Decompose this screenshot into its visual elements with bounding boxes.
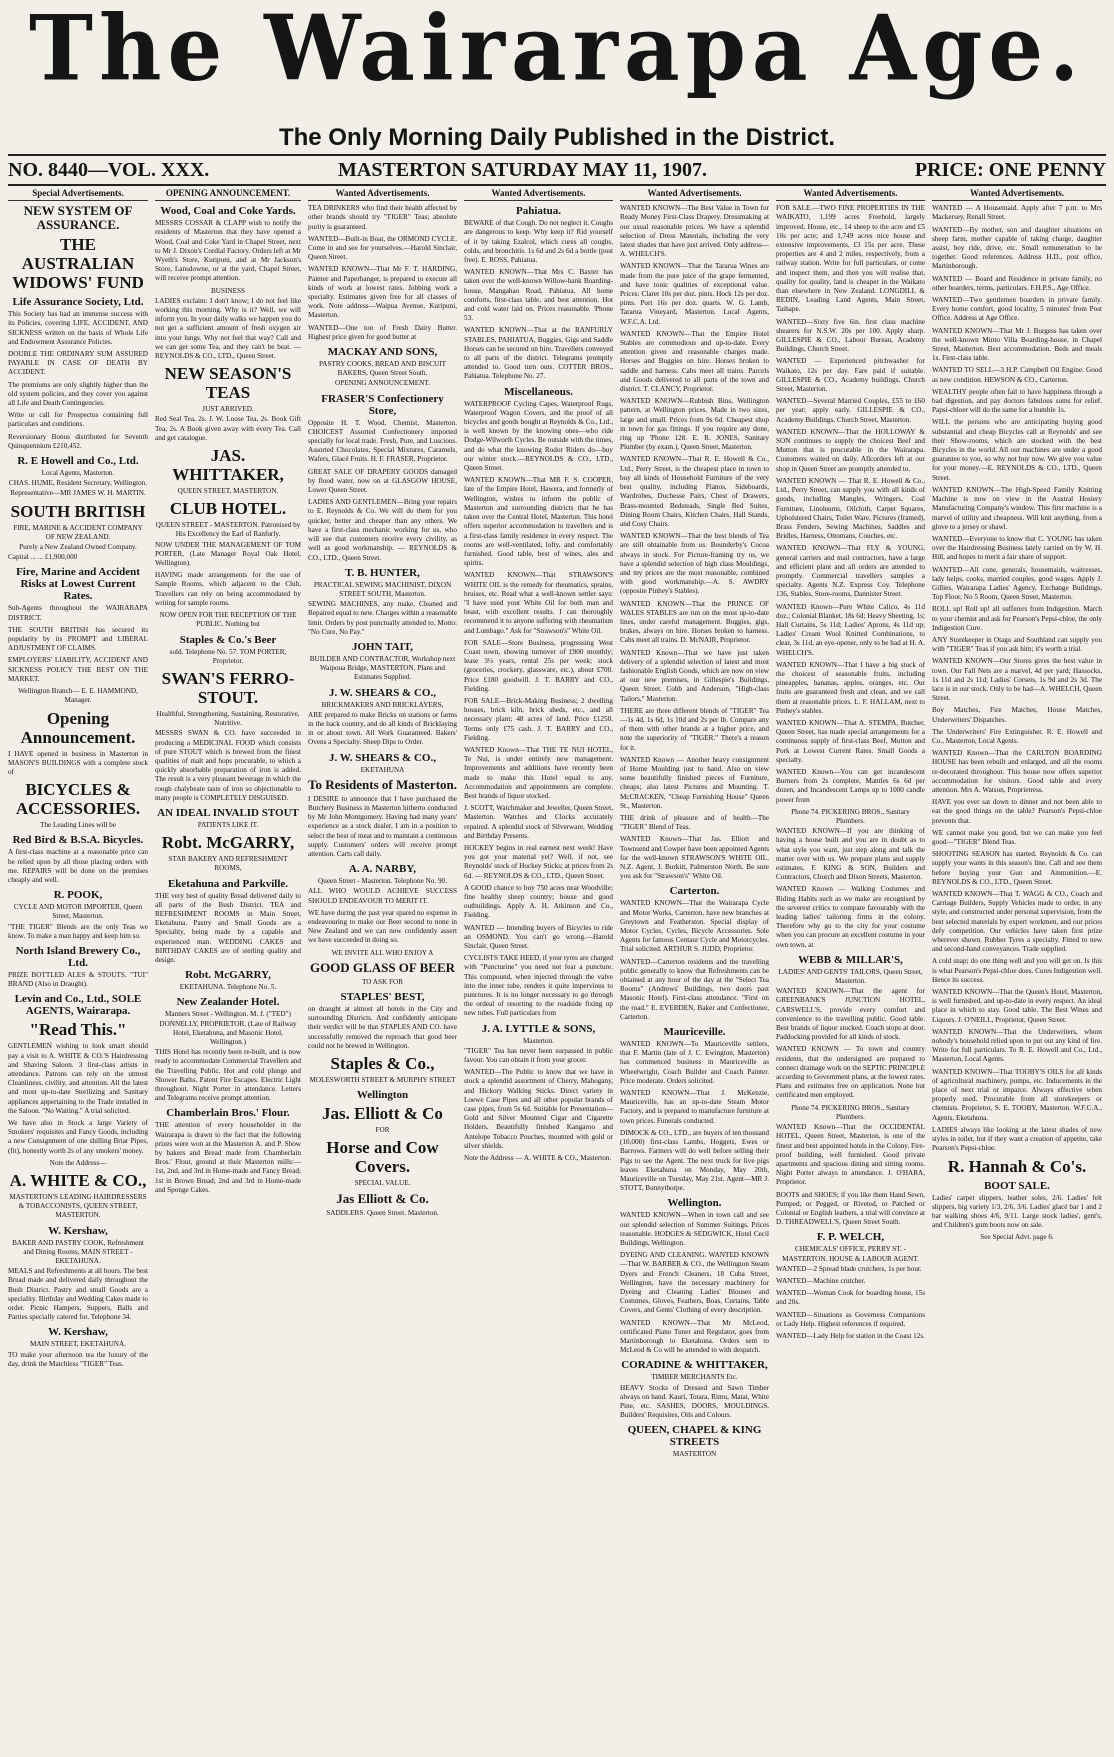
advertisement-line: EKETAHUNA [360, 765, 405, 774]
advertisement-text: HAVING made arrangements for the use of Sample Rooms, which adjacent to the Club, Travellers can rely on being accommodated by writing for sample rooms. [155, 571, 301, 607]
advertisement-text: "THE TIGER" Blends are the only Teas we know. To make a man happy and keep him so. [8, 922, 148, 940]
advertisement-text: "TIGER" Tea has never been surpassed in public favour. You can obtain it from your grocer. [464, 1046, 613, 1065]
advertisement-text: BEWARE of that Cough. Do not neglect it. Coughs are dangerous to keep. Why keep it? Rid yourself of it by taking Ezalcol, which cures all coughs, colds, and bronchitis. 1s 6d and 2s 6d a bottle (post free). E. ROSS, Pahiatua. [464, 219, 613, 265]
advertisement-text: WANTED KNOWN—When in town call and see our splendid selection of Summer Suitings. Prices reasonable. HODGES & SEDGWICK, Hotel Cecil Buildings, Wellington. [620, 1211, 769, 1247]
advertisement-line: Masterton. [523, 1036, 554, 1045]
advertisement-text: Ladies' carpet slippers, leather soles, 2/6. Ladies' felt slippers, big variety 1/3, 2/6, 3/6. Ladies' glacé bar 1 and 2 bar walking shoes 4/6, 9/11. Large stock ladies', gent's, and Children's gum boots now on sale. [932, 1193, 1102, 1230]
column-5 [620, 188, 769, 1748]
advertisement-heading: Jas Elliott & Co. [336, 1190, 429, 1206]
column-heading: Wanted Advertisements. [464, 188, 613, 201]
advertisement-heading: Miscellaneous. [504, 385, 573, 398]
advertisement-text: FOR SALE—Brick-Making Business; 2 dwelling houses, brick kiln, brick sheds, etc., and all necessary plant; 48 acres of land. Price £1250. Terms only £75 cash. J. T. BARRY and CO., Fielding. [464, 696, 613, 742]
advertisement-line: TIMBER MERCHANTS Etc. [651, 1373, 738, 1382]
column-heading: OPENING ANNOUNCEMENT. [155, 188, 301, 201]
advertisement-line: EKETAHUNA. Telephone No. 5. [179, 983, 277, 992]
advertisement-text: WANTED KNOWN—That Mrs C. Baxter has taken over the well-known Willow-bank Boarding-house, Mangahao Road, Pahiatua. All home comforts, first-class table, and best attention. Hot and cold water laid on. Prices reasonable. 'Phone 53. [464, 268, 613, 323]
advertisement-text: WANTED KNOWN—That the agent for GREENBANK'S JUNCTION HOTEL, CARSWELL'S, provide every comfort and convenience to the travelling public. Good table. Best brands of liquor stocked. Coach stops at door. Paddocking provided for all kinds of stock. [776, 987, 925, 1042]
advertisement-heading: J. A. LYTTLE & SONS, [481, 1022, 596, 1035]
advertisement-text: WE cannot make you good, but we can make you feel good—"TIGER" Blend Teas. [932, 828, 1102, 846]
advertisement-text: LADIES always like looking at the latest shades of new styles in toilet, but if they want a creation of appetite, take Pearson's Pepsi-chloe. [932, 1125, 1102, 1153]
advertisement-text: WANTED KNOWN — That R. E. Howell & Co., Ltd., Perry Street, can supply you with all kinds of goods, including Mangles, Wringers, Coal Furniture, Linoleums, Oilcloth, Carpet Squares, Upholstered Chairs, Toilet Ware, Pictures (framed), Brass Fenders, Sewing Machines, Saddles and Bridles, Harness, Ottomans, Couches, etc. [776, 476, 925, 541]
advertisement-line: Queen Street - Masterton. Telephone No. 90. [318, 877, 447, 886]
advertisement-heading: CORADINE & WHITTAKER, [621, 1359, 768, 1372]
advertisement-text: WANTED KNOWN—That the Underwriters, whom nobody's household relied upon to put out any kind of fire. Write for full particulars. To R. E. Howell and Co., Ltd., Masterton, Local Agents. [932, 1027, 1102, 1064]
advertisement-line: MASTERTON'S LEADING HAIRDRESSERS & TOBACCONISTS, QUEEN STREET, MASTERTON. [9, 1192, 147, 1220]
advertisement-text: Sub-Agents throughout the WAIRARAPA DISTRICT. [8, 604, 148, 622]
advertisement-text: FOR SALE.—TWO FINE PROPERTIES IN THE WAIKATO, 1,199 acres Freehold, largely improved. House, etc., 14 sheep to the acre and £5 10s per acre; and 1,749 acres nice house and extensive improvements, £3 15s per acre. These properties are 4 and 2 miles, respectively, from a railway station. Write for full particulars, or come and inspect them, and then you will realise that, quality for quality, land is cheaper in the Waikato than elsewhere in New Zealand. LONGDILL & REDIN, Leading Land Agents, Main Street, Taihape. [776, 204, 925, 314]
advertisement-text: WANTED KNOWN—That Mr J. Burgess has taken over the well-known Minto Villa Boarding-house, in Chapel Street, Masterton. Best accommodation. Beds and meals 1s. First-class table. [932, 326, 1102, 363]
advertisement-text: WANTED KNOWN—That STRAWSON'S WHITE OIL is the remedy for rheumatics, sprains, bruises, etc. Read what a well-known settler says: "I have used your White Oil for both man and beast, with excellent results. I can thoroughly recommend it to anyone suffering with rheumatism and Lumbago." Ask for "Strawson's" White Oil. [464, 571, 613, 635]
advertisement-text: WANTED KNOWN—That the Tararua Wines are made from the pure juice of the grape fermented, and have tonic qualities of exceptional value. Prices: Claret 10s per doz. pints. Hock 12s per doz. pints. Port 16s per doz. quarts. W. G. Lamb, Tararua Vineyard, Masterton. Local Agents, W.F.C.A. Ltd. [620, 262, 769, 326]
advertisement-text: WANTED—Two gentlemen boarders in private family. Every home comfort, good locality, 5 minutes' from Post Office. Address at Age Office. [932, 296, 1102, 323]
advertisement-heading: To Residents of Masterton. [308, 776, 457, 792]
advertisement-heading: NEW SEASON'S TEAS [164, 364, 292, 403]
advertisement-text: This Society has had an immense success with its Policies, covering LIFE, ACCIDENT, AND SICKNESS written on the basis of Whole Life and Endowment Assurance Policies. [8, 310, 148, 346]
advertisement-line: BUILDER AND CONTRACTOR, Workshop next Waipoua Bridge, MASTERTON. Plans and Estimates Supplied. [309, 654, 456, 682]
advertisement-heading: Robt. McGARRY, [185, 969, 271, 982]
advertisement-line: MOLESWORTH STREET & MURPHY STREET [309, 1076, 456, 1085]
column-heading: Wanted Advertisements. [932, 188, 1102, 201]
advertisement-text: THE drink of pleasure and of health—The "TIGER" Blend of Teas. [620, 814, 769, 832]
advertisement-line: Local Agents, Masterton. [41, 469, 115, 478]
advertisement-line: Healthful, Strengthening, Sustaining, Restorative, Nutritive. [156, 709, 300, 728]
dateline [8, 159, 1106, 183]
advertisement-text: on draught at almost all hotels in the City and surrounding Districts. And confidently anticipate their verdict will be that STAPLES AND CO. have successfully removed the reproach that good beer could not be brewed in Wellington. [308, 1005, 457, 1050]
advertisement-text: GENTLEMEN wishing to look smart should pay a visit to A. WHITE & CO.'S Hairdressing and Shaving Saloon. 3 first-class artists in attendance. Patrons can rely on the utmost Cleanliness, civility, and attention. All the latest and most up-to-date Sterilizing and Sanitary appliances appertaining to the Trade installed in the Saloon. "No Waiting." A trial solicited. [8, 1042, 148, 1115]
advertisement-line: FIRE, MARINE & ACCIDENT COMPANY OF NEW ZEALAND. [13, 523, 143, 541]
column-heading: Wanted Advertisements. [308, 188, 457, 201]
advertisement-text: WEALTHY people often fail to have happiness through a bad digestion, and pay doctors fabulous sums for relief. Papsi-chloer will do the same for a humble 1s. [932, 387, 1102, 415]
advertisement-text: The Underwriters' Fire Extinguisher. R. E. Howell and Co., Masterton, Local Agents. [932, 727, 1102, 745]
advertisement-heading: J. W. SHEARS & CO., [329, 686, 436, 699]
advertisement-heading: SOUTH BRITISH [10, 501, 146, 521]
advertisement-text: WANTED—Built-in Boat, the ORMOND CYCLE. Come in and see for yourselves.—Harold Sinclair, Queen Street. [308, 234, 457, 262]
advertisement-text: THE SOUTH BRITISH has secured its popularity by its PROMPT and LIBERAL ADJUSTMENT OF CLAIMS. [8, 625, 148, 653]
advertisement-heading: W. Kershaw, [48, 1326, 108, 1339]
advertisement-text: BOOTS and SHOES; if you like them Hand Sewn, Pumped, or Pegged, or Riveted, or Patched or Colonial or English leathers, a trial will convince at D. THREADWELL'S, Queen Street South. [776, 1190, 925, 1227]
advertisement-text: GREAT SALE OF DRAPERY GOODS damaged by flood water, now on at GLASGOW HOUSE, Lower Queen Street. [308, 467, 457, 495]
advertisement-text: NOW UNDER THE MANAGEMENT OF TOM PORTER, (Late Manager Royal Oak Hotel, Wellington). [155, 540, 301, 568]
advertisement-line: CHEMICALS' OFFICE, PERRY ST. - MASTERTON. HOUSE & LABOUR AGENT. [782, 1245, 919, 1263]
advertisement-line: The Leading Lines will be [40, 821, 116, 830]
advertisement-text: WANTED KNOWN—To Mauriceville settlers, that F. Martin (late of J. C. Ewington, Masterton) has commenced business in Mauriceville as Wheelwright, Coach Builder and Coach Painter. Price moderate. Orders solicited. [620, 1040, 769, 1085]
advertisement-line: CHAS. HUME, Resident Secretary, Wellington. [8, 479, 148, 488]
advertisement-text: Capital ... ... £1,900,000 [8, 553, 78, 562]
newspaper-title: The Wairarapa Age. [28, 0, 1086, 102]
advertisement-line: WE INVITE ALL WHO ENJOY A [331, 948, 434, 957]
advertisement-line: Representative—MR JAMES W. H. MARTIN. [10, 489, 146, 498]
advertisement-heading: Red Bird & B.S.A. Bicycles. [12, 834, 144, 847]
advertisement-text: Red Seal Tea, 2s. J. W. Loose Tea, 2s. Book Gift Tea, 2s. A Book given away with every Tea. Call and get catalogue. [155, 415, 301, 442]
advertisement-text: WANTED Known — Walking Costumes and Riding Habits such as we make are recognised by the severest critics to compare favourably with the leading ladies' tailoring firms in the colony. Therefore why go to the city for your costume when you can procure an excellent costume in your own town, at [776, 885, 925, 949]
advertisement-text: SHOOTING SEASON has started. Reynolds & Co. can supply your wants in this season's line. Call and see them before buying your Gun and Ammunition.—E. REYNOLDS & CO., LTD., Queen Street. [932, 850, 1102, 886]
column-2 [155, 188, 301, 1748]
advertisement-text: WANTED KNOWN—Our Stores gives the best value in town. Our Fall Nets are a marvel, 4d per yard; Hassocks, 1s 11d and 2s 11d; Ladies' Corsets, 1s 9d and 2s 3d. The lace is in our stock. Only to be had—A. WHELCH, Queen Street. [932, 657, 1102, 703]
tagline: The Only Morning Daily Published in the District. [278, 124, 836, 151]
advertisement-text: Write or call for Prospectus containing full particulars and conditions. [8, 411, 148, 429]
advertisement-text: WANTED—Sixty five 6in. first class machine shearers for N.S.W. 20s per 100. Apply sharp. GILLESPIE & CO., Labour Bureau, Academy Buildings, Church Street. [776, 317, 925, 354]
advertisement-text: WANTED KNOWN—That T. WAGG & CO., Coach and Carriage Builders, Supply Vehicles made to order, in any style, and constructed under personal supervision, from the best selected materials by expert workmen, and our prices defy competition. Our vehicles have taken first prize wherever shown. Rubber Tyres a specialty. Fitted to new and second-hand conveyances. Trade supplied. [932, 890, 1102, 954]
advertisement-text: WANTED — A Housemaid. Apply after 7 p.m. to Mrs Mackersey, Renall Street. [932, 204, 1102, 222]
advertisement-text: WANTED KNOWN—That the HOLLOWAY & SON continues to supply the choicest Beef and Mutton that is procurable in the Wairarapa. Customers waited on daily. Allcorders left at our shop in Queen Street are promptly attended to. [776, 427, 925, 473]
advertisement-text: Boy Matches, Fire Matches, House Matches, Underwriters' Dispatches. [932, 706, 1102, 724]
advertisement-text: WANTED—Several Married Couples, £55 to £60 per year; apply early. GILLESPIE & CO., Academy Buildings, Church Street, Masterton. [776, 397, 925, 424]
advertisement-heading: BOOT SALE. [984, 1179, 1050, 1192]
advertisement-heading: CLUB HOTEL. [169, 499, 287, 519]
advertisement-text: ALL WHO WOULD ACHIEVE SUCCESS SHOULD ENDEAVOUR TO MERIT IT. [308, 887, 457, 905]
advertisement-heading: AN IDEAL INVALID STOUT [157, 806, 299, 819]
advertisement-heading: A. A. NARBY, [348, 863, 417, 876]
advertisement-text: Reversionary Bonus distributed for Seventh Quinquennium £210,452. [8, 432, 148, 450]
advertisement-heading: A. WHITE & CO., [9, 1170, 147, 1190]
advertisement-text: TEA DRINKERS who find their health affected by other brands should try "TIGER" Teas; absolute purity is guaranteed. [308, 204, 457, 231]
advertisement-text: WATERPROOF Cycling Capes, Waterproof Rugs, Waterproof Wagon Covers, and the proof of all bicycles and goods bought at Reynolds & Co., Ltd., is well known by the knowing ones—who ride Dodge-Wilworth Cycles. Be outside with the times, and do what the knowing Rodor Riders do—buy our winter stock.—REYNOLDS & CO., LTD., Queen Street. [464, 399, 613, 473]
advertisement-text: DIMOCK & CO., LTD., are buyers of ten thousand (10,000) first-class Lambs, Hoggets, Ewes or Barrows. Farmers will do well before selling their Pigs to see the Agent. The next truck for live pigs leaves Eketahuna on Monday, May 20th, Mauriceville on Tuesday, May 21st. Agent—MR J. STOTT, Bunnythorpe. [620, 1128, 769, 1193]
advertisement-text: ROLL up! Roll up! all sufferers from Indigestion. March to your chemist and ask for Pearson's Pepsi-chloe, the only Indigestion Cure. [932, 605, 1102, 632]
advertisement-heading: Horse and Cow Covers. [326, 1138, 439, 1177]
advertisement-heading: Staples & Co.'s Beer [179, 633, 277, 646]
advertisement-text: WANTED — Intending buyers of Bicycles to ride an OSMOND. You can't go wrong.—Harold Sinclair, Queen Street. [464, 923, 613, 951]
advertisement-text: A GOOD chance to buy 750 acres near Woodville; fine healthy sheep country; house and good outbuildings. Apply A. H. Atkinson and Co., Fielding. [464, 883, 613, 920]
advertisement-text: HOCKEY begins in real earnest next week! Have you got your material yet? Well, if not, see Reynolds' stock of Hockey Sticks; at prices from 2s 6d. — REYNOLDS & CO., LTD., Queen Street. [464, 844, 613, 880]
advertisement-heading: Staples & Co., [330, 1054, 435, 1074]
advertisement-line: QUEEN STREET, MASTERTON. [177, 487, 279, 496]
advertisement-heading: Carterton. [669, 885, 720, 898]
advertisement-heading: "Read This." [29, 1020, 127, 1040]
advertisement-heading: FRASER'S Confectionery Store, [321, 392, 444, 417]
column-heading: Wanted Advertisements. [776, 188, 925, 201]
advertisement-text: DOUBLE THE ORDINARY SUM ASSURED PAYABLE IN CASE OF DEATH BY ACCIDENT. [8, 350, 148, 377]
advertisement-text: WANTED KNOWN—The Best Value in Town for Ready Money First-Class Drapery. Dressmaking at our usual reasonable prices. We have a splendid selection of Dress Materials, including the very latest shades that have just arrived. Only address—A. WHELCH'S. [620, 204, 769, 259]
advertisement-text: WANTED KNOWN—That TOOBY'S OILS for all kinds of agricultural machinery, pumps, etc. Inducements in the place of next trial or imparce. Always effective when properly used. Procurable from all storekeepers or chemists. Proprietor, S. E. TOOBY, Masterton. W.F.C.A., Agents, Eketahuna. [932, 1067, 1102, 1122]
advertisement-line: SADDLERS. Queen Street. Masterton. [326, 1208, 439, 1217]
advertisement-text: EMPLOYERS' LIABILITY, ACCIDENT AND SICKNESS POLICY THE BEST ON THE MARKET. [8, 656, 148, 683]
advertisement-text: CYCLISTS TAKE HEED, if your tyres are charged with "Puncturine" you need not fear a puncture. This compound, when injected through the valve into the inner tube, renders it quite impervious to punctures. It is no longer necessary to go through the ordeal of resorting to the roadside fixing up new tubes. Full particulars from [464, 954, 613, 1018]
advertisement-text: WANTED TO SELL—3 H.P. Campbell Oil Engine. Good as new condition. HEWSON & CO., Carterton. [932, 366, 1102, 384]
advertisement-heading: JAS. WHITTAKER, [172, 446, 284, 485]
advertisement-line: TO ASK FOR [361, 977, 403, 986]
advertisement-line: CYCLE AND MOTOR IMPORTER, Queen Street, Masterton. [13, 903, 143, 921]
advertisement-text: WANTED Known—Pure White Calico, 4s 11d doz.; Colonial Blanket, 18s 6d; Heavy Sheeting, 1s; Hall Curtains, 5s 11d; Ladies' Aprons, 4s 11d up; Ladies' Cream Wool Knitted Combinations, to clear, 3s 11d, an eye-opener, only to be had at H. A. WHELCH'S. [776, 602, 925, 657]
advertisement-line: BUSINESS [211, 286, 245, 295]
advertisement-text: WANTED—2 Spread blade crutchers, 1s per hour. [776, 1264, 922, 1273]
advertisement-text: WANTED Known — Another heavy consignment of Home Moulding just to hand. Also on view some beautifully finished pieces of Furniture, cheaps; also latest Pictures and Mounting. T. McCRACKEN, "Cheap Furnishing House" Queen St., Masterton. [620, 755, 769, 810]
advertisement-heading: BICYCLES & ACCESSORIES. [15, 780, 141, 819]
advertisement-text: WANTED Known—That the OCCIDENTAL HOTEL, Queen Street, Masterton, is one of the finest and best appointed hotels in the Colony. Fire-proof building, well furnished. Good private apartments and spacious dining and sitting rooms. Night Porter always in attendance. J. O'HARA, Proprietor. [776, 1123, 925, 1187]
advertisement-text: WANTED KNOWN—That the Queen's Hotel, Masterton, is well furnished, and up-to-date in every respect. An ideal place in which to stay. Good table. The Best Wines and Liquors. J. O'NEILL, Proprietor, Queen Street. [932, 988, 1102, 1024]
advertisement-heading: Opening Announcement. [20, 708, 136, 747]
place-date: MASTERTON SATURDAY MAY 11, 1907. [338, 159, 707, 181]
price: PRICE: ONE PENNY [914, 159, 1106, 181]
advertisement-text: WANTED Known—That Jas. Elliott and Townsend and Cowper have been appointed Agents for the well-known STRAWSON'S WHITE OIL. N.Z. Agent, J. Burkitt, Palmerston North. Be sure you ask for "Strawson's" White Oil. [620, 835, 769, 881]
advertisement-text: WANTED—Carterton residents and the travelling public generally to know that Refreshments can be obtained at any hour of the day at the "Select Tea Rooms" (Andrews' Buildings, two doors past Masonic Hotel). First-class attendance. "First on the road." E. EVERDEN, Baker and Confectioner, Carterton. [620, 957, 769, 1021]
advertisement-text: WANTED—Machine crutcher. [776, 1276, 866, 1285]
advertisement-heading: T. B. HUNTER, [345, 566, 420, 579]
advertisement-heading: Life Assurance Society, Ltd. [12, 296, 144, 309]
advertisement-text: WANTED Known—That we have just taken delivery of a splendid selection of latest and most fashionable English Goods, which are now on view at our new premises, in Gillespie's Buildings, Queen Street. Cobb and Anderson, "High-class Tailors," Masterton. [620, 648, 769, 703]
advertisement-line: OPENING ANNOUNCEMENT. [335, 379, 430, 388]
advertisement-text: WANTED KNOWN — To town and country residents, that the undersigned are prepared to connect drainage work on the SEPTIC PRINCIPLE according to Government plans, at the lowest rates. Plans and estimates free on application. None but certificated men employed. [776, 1045, 925, 1100]
advertisement-line: SPECIAL VALUE. [354, 1179, 411, 1188]
advertisement-heading: GOOD GLASS OF BEER [309, 959, 456, 975]
advertisement-text: WANTED KNOWN—That I have a big stock of the choicest of seasonable fruits, including pineapples, bananas, apples, oranges, etc. Our fruits are guaranteed fresh and clean, and we call them at reasonable prices. L. F. HALLAM, next to Pinhey's stables. [776, 660, 925, 715]
column-6 [776, 188, 925, 1748]
advertisement-text: WANTED KNOWN—That the Empire Hotel Stables are commodious and up-to-date. Every attention given and reasonable charges made. Horses and Buggies on hire. Horses broken to saddle and harness. Cabs meet all trains. Parcels and Goods delivered to all parts of the town and district. T. CLANCY, Proprietor. [620, 329, 769, 394]
advertisement-text: WANTED KNOWN—That the PRINCE OF WALES STABLES are run on the most up-to-date lines, under careful management. Buggies, gigs, brakes, always on hire. Horses broken to harness. Cabs meet all trains. D. McNAIR, Proprietor. [620, 599, 769, 645]
advertisement-text: WANTED Known—You can get incandescent Burners from 2s complete, Mantles 6s 6d per dozen, and Incandescent Lamps up to 1000 candle power from [776, 767, 925, 804]
advertisement-text: WANTED KNOWN—That R. E. Howell & Co., Ltd., Perry Street, is the cheapest place in town to buy all kinds of Household Furniture of the very best quality, including Pianos, Sideboards, Wardrobes, Duchesse Pairs, Chest of Drawers, Brass-mounted Bedsteads, Single Bed Suites, Dining Room Chairs, Kitchen Chairs, Hall Stands, and Cosy Chairs. [620, 455, 769, 528]
advertisement-text: WANTED—Everyone to know that C. YOUNG has taken over the Hairdressing Business lately carried on by W. H. Hill, and hopes to merit a fair share of support. [932, 534, 1102, 562]
issue-number: NO. 8440—VOL. XXX. [8, 159, 210, 181]
advertisement-text: WE have during the past year spared no expense in endeavouring to make our Beer second to none in New Zealand and we can now confidently assert we have succeeded in doing so. [308, 908, 457, 945]
advertisement-heading: R. Hannah & Co's. [947, 1156, 1087, 1176]
advertisement-line: MASTERTON [672, 1450, 717, 1459]
dateline-rule [8, 184, 1106, 186]
advertisement-text: WANTED Known—That the CARLTON BOARDING HOUSE has been rebuilt and enlarged, and all the rooms re-decorated throughout. This house now offers superior accommodation for visitors. Good table and every attention. Mrs A. Watson, Proprietress. [932, 749, 1102, 794]
advertisement-text: WANTED KNOWN—That Mr F. T. HARDING, Painter and Paperhanger, is prepared to execute all kinds of work at lowest rates. Jobbing work a specialty. Estimates given free for all classes of work. Note address—Waipua Avenue, Kuripuni, Masterton. [308, 265, 457, 320]
column-3 [308, 188, 457, 1748]
advertisement-heading: THE AUSTRALIAN WIDOWS' FUND [12, 235, 144, 293]
advertisement-text: LADIES AND GENTLEMEN—Bring your repairs to E. Reynolds & Co. We will do them for you quicker, better and cheaper than any others. We have a first-class mechanic working for us, who will see that customers receive every civility, as well as good workmanship. — REYNOLDS & CO., LTD., Queen Street. [308, 498, 457, 562]
advertisement-text: TO make your afternoon tea the luxury of the day, drink the Matchless "TIGER" Teas. [8, 1350, 148, 1368]
advertisement-text: WILL the persons who are anticipating buying good substantial and cheap Bicycles call at Reynolds' and see their Show-rooms, which are stocked with the best Bicycles in the world. All our machines are under a good guarantee to you, so why not buy now. We give you value for your money.—E. REYNOLDS & CO., LTD., Queen Street. [932, 418, 1102, 482]
advertisement-line: BRICKMAKERS AND BRICKLAYERS, [321, 700, 444, 709]
advertisement-line: Purely a New Zealand Owned Company. [19, 543, 137, 552]
advertisement-heading: Wellington. [667, 1197, 722, 1210]
advertisement-heading: Chamberlain Bros.' Flour. [166, 1107, 290, 1120]
advertisement-text: ANY Storekeeper in Otago and Southland can supply you with "TIGER" Teas if you ask him; it's worth a trial. [932, 635, 1102, 654]
advertisement-heading: F. P. WELCH, [816, 1231, 885, 1244]
advertisement-text: THIS Hotel has recently been re-built, and is now ready to accommodate Commercial Travellers and the Travelling Public. Hot and cold plunge and Shower Baths. Patent Fire Escapes. Electric Light throughout. Night Porter in attendance. Letters and Telegrams receive prompt attention. [155, 1048, 301, 1103]
advertisement-text: WANTED—Woman Cook for boarding house, 15s and 20s. [776, 1289, 925, 1307]
advertisement-text: LADIES exclaim: I don't know; I do not feel like working this morning. Why is it? Well, we will inform you. In your daily walks we happen you do not get a sufficient amount of fresh oxygen air into your lungs. Why not feel that way? Call and we can get some Tea, and they can't be beat. — REYNOLDS & CO., LTD., Queen Street. [155, 296, 301, 361]
advertisement-text: WANTED KNOWN—That Mr McLeod, certificated Piano Tuner and Regulator, goes from Martinborough to Eketahuna. Orders sent to McLeod & Co will be attended to with despatch. [620, 1318, 769, 1355]
advertisement-line: PRACTICAL SEWING MACHINIST, DIXON STREET SOUTH, Masterton. [313, 580, 452, 598]
advertisement-heading: Pahiatua. [516, 205, 561, 218]
advertisement-text: WANTED KNOWN—The High-Speed Family Knitting Machine is now on view in the Austral Hosiery Manufacturing Company's window. This first machine is a marvel of utility and cheapness. Will knit anything, from a glove to a jersey or shawl. [932, 485, 1102, 531]
advertisement-line: FOR [375, 1126, 390, 1135]
advertisement-text: I HAVE opened in business in Masterton in MASON'S BUILDINGS with a complete stock of [8, 749, 148, 776]
advertisement-heading: NEW SYSTEM OF ASSURANCE. [23, 203, 133, 233]
advertisement-heading: Robt. McGARRY, [161, 833, 295, 853]
advertisement-text: DYEING AND CLEANING. WANTED KNOWN—That W. BARBER & CO., the Wellington Steam Dyers and French Cleaners, 18 Cuba Street, Wellington, have the necessary machinery for Dyeing and Cleaning Ladies' Blouses and Costumes, Gloves, Feathers, Boas, Curtains, Table Covers, and Gents' Clothing of every description. [620, 1251, 769, 1315]
top-rule [8, 154, 1106, 156]
advertisement-text: A first-class machine at a reasonable price can be relied upon by all those placing orders with me. REPAIRS will be done on the premises cheaply and well. [8, 848, 148, 884]
advertisement-text: THE attention of every householder in the Wairarapa is drawn to the fact that the following prizes were won at the Masterton A. and P. Show by bakers and Bread made from Chamberlain Bros.' Flour, ground at their Masterton mills:— 1st, 2nd, and 3rd in Home-made and Fancy Bread; 1st in Brown Bread; 2nd and 3rd in Home-made and Sponge Cakes. [155, 1121, 301, 1194]
advertisement-line: Phone 74. PICKERING BROS., Sanitary Plumbers. [791, 807, 910, 825]
advertisement-heading: R. E Howell and Co., Ltd. [17, 455, 139, 468]
advertisement-text: WANTED KNOWN—That J. McKenzie, Mauriceville, has an up-to-date Steam Motor Factory, and is prepared to manufacture furniture at town prices. Funerals conducted. [620, 1089, 769, 1125]
advertisement-heading: MACKAY AND SONS, [327, 346, 438, 359]
advertisement-text: WANTED KNOWN—That A. STEMPA, Butcher, Queen Street, has made special arrangements for a continuous supply of first-class Beef, Mutton and Pork at Lowest Current Rates. Small Goods a specialty. [776, 718, 925, 764]
advertisement-text: WANTED KNOWN—That the Wairarapa Cycle and Motor Works, Carterton, have new branches at Greytown and Featherston. Special display of Motor Cycles, Cycles, Bicycle Accessories. Sole Agents for famous Centaur Cycle and Motorcycles. Trial solicited. ARTHUR S. JUDD, Proprietor. [620, 899, 769, 954]
advertisement-line: NOW OPEN FOR THE RECEPTION OF THE PUBLIC. Nothing but [159, 611, 297, 629]
advertisement-line: LADIES' AND GENTS' TAILORS, Queen Street, Masterton. [778, 967, 923, 986]
columns [8, 188, 1106, 1748]
advertisement-heading: SWAN'S FERRO-STOUT. [161, 668, 295, 707]
advertisement-text: WANTED KNOWN—That at the RANFURLY STABLES, PAHIATUA, Buggies, Gigs and Saddle Horses can be secured on hire. Travellers conveyed to all parts of the district. Telegrams promptly attended to. Good turn outs. COTTER BROS., Pahiatua. Telephone No. 27. [464, 326, 613, 381]
advertisement-line: JUST ARRIVED. [202, 405, 254, 414]
advertisement-text: The premiums are only slightly higher than the old system policies, and they cover you against all Life and Death Contingencies. [8, 380, 148, 408]
column-heading: Special Advertisements. [8, 188, 148, 201]
column-heading: Wanted Advertisements. [620, 188, 769, 201]
advertisement-line: Wellington Branch— E. E. HAMMOND, Manager. [18, 687, 138, 705]
advertisement-text: ARE prepared to make Bricks on stations or farms in the back country, and do all kinds of Bricklaying in or about town. All Work Guaranteed. Bakers' Ovens a Specialty. Sheep Dips to Order. [308, 710, 457, 747]
advertisement-line: PATIENTS LIKE IT. [197, 820, 259, 829]
advertisement-heading: Mauriceville. [663, 1026, 726, 1039]
advertisement-text: WANTED—Situations as Governess Companions or Lady Help. Highest references if required. [776, 1310, 925, 1328]
advertisement-heading: Fire, Marine and Accident Risks at Lowest Current Rates. [16, 566, 140, 603]
advertisement-text: THE very best of quality Bread delivered daily to all parts of the Bush District. TEA and REFRESHMENT ROOMS in Main Street, Eketahuna. Pastry and Small Goods are a Speciality, being made by a capable and experienced man. WEDDING CAKES and BIRTHDAY CAKES are of sterling quality and design. [155, 891, 301, 964]
masthead [8, 0, 1106, 104]
advertisement-text: We have also in Stock a large Variety of Smokers' requisites and Fancy Goods, including a new Consignment of one shilling Briar Pipes, (fit), honestly worth 2s of any smokers' money. [8, 1118, 148, 1155]
advertisement-heading: R. POOK, [53, 889, 103, 902]
advertisement-heading: Wood, Coal and Coke Yards. [160, 205, 296, 218]
column-7 [932, 188, 1102, 1748]
advertisement-text: I DESIRE to announce that I have purchased the Butchery Business in Masterton hitherto conducted by Mr John Montgomery. Having had many years' experience as a stock dealer, I am in a position to select the best of meat and to maintain a continuous supply. Customers' orders will receive prompt attention. Carts call daily. [308, 794, 457, 858]
advertisement-heading: J. W. SHEARS & CO., [329, 751, 436, 764]
advertisement-text: WANTED KNOWN—That FLY & YOUNG, general carriers and mail contractors, have a large and efficient plant and all orders are attended to promptly. Commercial travellers samples a specialty. Agents N.Z. Express Coy. Telephone 136, Stables, Store-rooms, Dannister Street. [776, 544, 925, 599]
advertisement-text: WANTED KNOWN—That MR F. S. COOPER, late of the Empire Hotel, Hawera, and formerly of Wellington, wishes to inform the public of Masterton and surrounding districts that he has taken over the Central Hotel, Masterton. This hotel offers superior accommodation to travellers and is a first-class family residence in every respect. The rooms are well-ventilated, lofty, and comfortably furnished. Good table, best of wines, ales and spirits. [464, 476, 613, 568]
advertisement-text: WANTED—One ton of Fresh Dairy Butter. Highest price given for good butter at [308, 323, 457, 341]
advertisement-line: PASTRY COOKS, BREAD AND BISCUIT BAKERS, Queen Street South. [318, 360, 447, 378]
advertisement-line: sold. Telephone No. 57. TOM PORTER, Proprietor. [169, 647, 287, 665]
advertisement-heading: W. Kershaw, [48, 1224, 108, 1237]
advertisement-text: WANTED — Board and Residence in private family, no other boarders, terms, particulars. F.H.P.S., Age Office. [932, 274, 1102, 292]
advertisement-text: HAVE you ever sat down to dinner and not been able to eat the good things on the table? Pearson's Pepsi-chloe prevents that. [932, 798, 1102, 825]
advertisement-line: BAKER AND PASTRY COOK, Refreshment and Dining Rooms, MAIN STREET - EKETAHUNA. [12, 1238, 144, 1265]
advertisement-heading: STAPLES' BEST, [340, 991, 425, 1003]
advertisement-text: PRIZE BOTTLED ALES & STOUTS. "TUI" BRAND (Also in Draught). [8, 970, 148, 989]
advertisement-text: WANTED—By mother, son and daughter situations on sheep farm, mother capable of taking charge, daughter assist, boy ride, drive, etc. Small remuneration to be together. Good references. Address H.D., post office, Martinborough. [932, 225, 1102, 271]
advertisement-text: WANTED—Lady Help for station in the Coast 12s. [776, 1331, 925, 1340]
advertisement-line: QUEEN STREET - MASTERTON. Patronised by His Excellency the Earl of Ranfurly. [155, 521, 301, 539]
advertisement-heading: Levin and Co., Ltd., SOLE AGENTS, Wairarapa. [14, 993, 142, 1018]
advertisement-text: A cold snap; do one thing well and you will get on. Is this is what Pearson's Pepsi-chloe does. Cures Indigestion well. Hence its success. [932, 957, 1102, 984]
advertisement-line: Note the Address— [49, 1158, 107, 1167]
advertisement-text: THERE are three different blends of "TIGER" Tea—1s 4d, 1s 6d, 1s 10d and 2s per lb. Compare any of them with other brands at a higher price, and note the superiority of "TIGER." There's a reason for it. [620, 706, 769, 752]
advertisement-line: Manners Street - Wellington. M. J. ("TED") DONNELLY, PROPRIETOR. (Late of Railway Hotel, Eketahuna, and Masonic Hotel, Wellington.) [159, 1010, 297, 1046]
advertisement-line: Phone 74. PICKERING BROS., Sanitary Plumbers. [791, 1103, 910, 1121]
advertisement-heading: Jas. Elliott & Co [322, 1104, 443, 1124]
advertisement-text: Opposite H. T. Wood, Chemist, Masterton. CHOICEST Assorted Confectionery imported specially for local trade. Fresh, Pure, and Luscious. Assorted Chocolates, Special Mixtures, Caramels, Wafers, Glacé Fruits. H. F. FRASER, Proprietor. [308, 418, 457, 464]
advertisement-text: Note the Address — A. WHITE & CO., Masterton. [464, 1154, 612, 1163]
advertisement-heading: New Zealander Hotel. [176, 996, 280, 1009]
advertisement-line: STAR BAKERY AND REFRESHMENT ROOMS, [168, 855, 288, 873]
advertisement-text: WANTED KNOWN—If you are thinking of having a house built and you are in doubt as to what style you want, just step along and talk the matter over with us. We prepare plans and supply estimates. F. KING & SON, Builders and Contractors, Church and Dixon Streets, Masterton. [776, 827, 925, 882]
advertisement-heading: North Island Brewery Co., Ltd. [15, 944, 141, 969]
advertisement-heading: Eketahuna and Parkville. [167, 877, 289, 890]
advertisement-text: MESSRS SWAN & CO. have succeeded in producing a MEDICINAL FOOD which consists of pure STOUT which is brewed from the finest qualities of malt and hops procurable, to which a quickly absorbable preparation of iron is added. The result is a very pleasant beverage in which the rough chalybeate taste of iron so objectionable to many people is COMPLETELY DISGUISED. [155, 729, 301, 802]
advertisement-text: FOR SALE—Store Business, progressing West Coast town, showing turnover of £900 monthly; lease 3½ years, rental 25s per week; stock (groceries, crockery, glassware, etc.), about £700. Price £180 goodwill. J. T. BARRY and CO., Fielding. [464, 638, 613, 693]
advertisement-heading: QUEEN, CHAPEL & KING STREETS [627, 1424, 762, 1449]
advertisement-text: WANTED—The Public to know that we have in stock a splendid assortment of Cherry, Mahogany, and Hickory Walking Sticks. Direct variety in Loewe Case Pipes and all other popular brands of case pipes, from 5s 6d. Suitable for Presentation—Gold and Silver Mounted Cigar and Cigarette Holders. Beautifully finished Kangaroo and Antelope Tobacco Pouches, mounted with gold or silver shields. [464, 1068, 613, 1150]
advertisement-text: WANTED KNOWN—That the best blends of Tea are still obtainable from us. Bounderby's Cocoa always in stock. For Picture-framing try us, we have a splendid selection of high class Mouldings, and my prices are the most reasonable, combined with good workmanship.—A. S. AWDRY (opposite Pinhey's Stables). [620, 532, 769, 596]
advertisement-line: MAIN STREET, EKETAHUNA. [30, 1340, 126, 1349]
advertisement-text: MEALS and Refreshments at all hours. The best Bread made and delivered daily throughout the Bush District. Pastry and small Goods are a speciality. Birthday and Wedding Cakes made to order. Picnic Hampers, Suppers, Balls and Parties specially catered for. Telephone 34. [8, 1267, 148, 1322]
advertisement-text: SEWING MACHINES, any make, Cleaned and Repaired equal to new. Charges within a reasonable limit. Orders by post punctually attended to. Motto: "No Cure, No Pay." [308, 600, 457, 636]
advertisement-heading: Wellington [356, 1089, 409, 1102]
advertisement-line: See Special Advt. page 6. [980, 1233, 1054, 1242]
advertisement-text: J. SCOTT, Watchmaker and Jeweller, Queen Street, Masterton. Watches and Clocks accurately repaired. A splendid stock of Silverware, Wedding and Birthday Presents. [464, 804, 613, 840]
advertisement-heading: WEBB & MILLAR'S, [798, 953, 903, 966]
advertisement-text: WANTED — Experienced pitchwasher for Waikato, 12s per day. Fare paid if suitable. GILLESPIE & CO., Academy buildings, Church Street, Masterton. [776, 357, 925, 394]
advertisement-text: HEAVY Stocks of Dressed and Sawn Timber always on hand. Kauri, Totara, Rimu, Matai, White Pine, etc. SASHES, DOORS, MOULDINGS. Builders' Requisites, Oils and Colours. [620, 1383, 769, 1420]
column-4 [464, 188, 613, 1748]
advertisement-text: MESSRS COSSAR & CLAPP wish to notify the residents of Masterton that they have opened a Wood, Coal and Coke Yard in Chapel Street, next to Mr J. Dixon's Cordial Factory. Orders left at Mr Wyeth's Store, Kuripuni, and at Mr Jackson's Store, Lansdowne, or at the yard, Chapel Street, will receive prompt attention. [155, 219, 301, 283]
advertisement-text: WANTED—All cone, generals, housemaids, waitresses, lady helps, cooks, married couples, good wages. Apply J. Gillies, Wairarapa Ladies' Agency, Exchange Buildings, Top Floor, No 5 Room, Queen Street, Masterton. [932, 565, 1102, 602]
advertisement-text: WANTED Known—That THE TE NUI HOTEL, Te Nui, is under entirely new management. Improvements and additions have recently been made to make this Hotel equal to any. Accommodation and appointments are complete. Best brands of liquor stocked. [464, 745, 613, 800]
advertisement-text: WANTED KNOWN—Rubbish Bins, Wellington pattern, at Wellington prices. Made in two sizes, large and small. Prices from 9s 6d. Cheapest shop in town for gas fittings. If you require any done, ring up 'Phone 128. E. R. JONES, Sanitary Plumber (by exam.), Queen Street, Masterton. [620, 397, 769, 452]
column-1 [8, 188, 148, 1748]
advertisement-heading: JOHN TAIT, [351, 640, 414, 653]
